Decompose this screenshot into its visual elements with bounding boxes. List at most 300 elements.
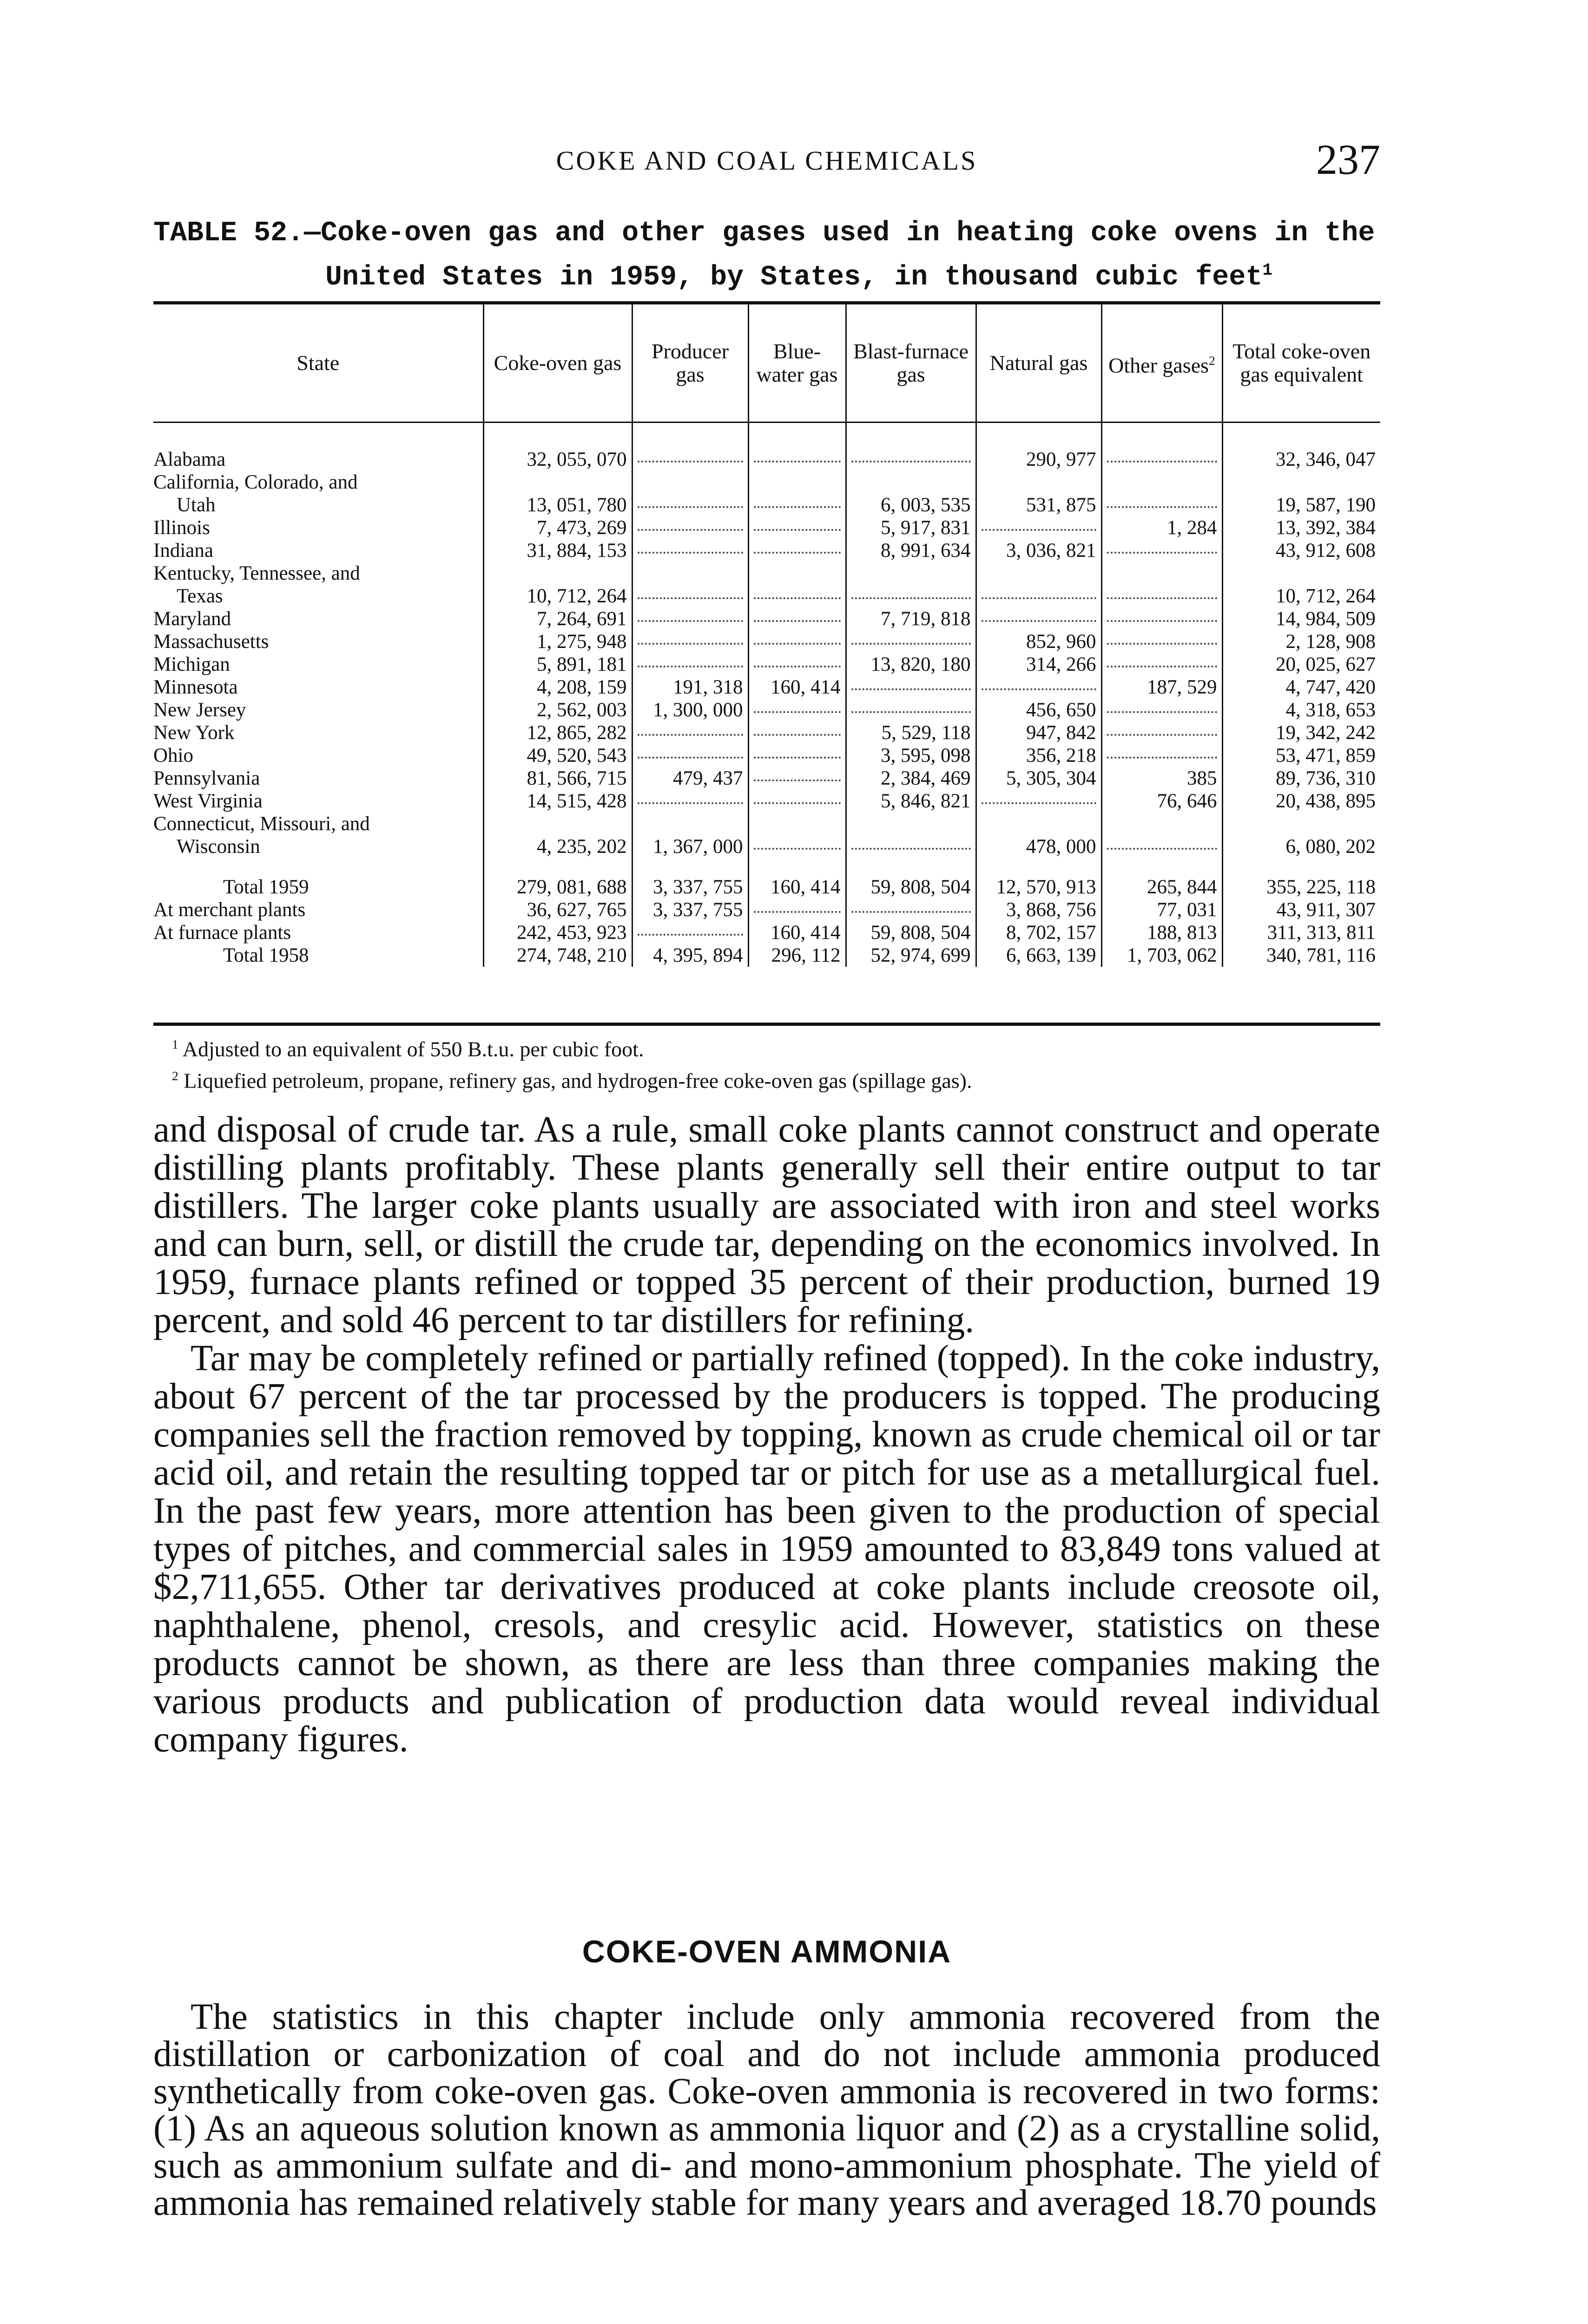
dotted-leader: [638, 597, 743, 599]
dotted-leader: [1107, 506, 1217, 508]
empty-cell: [632, 562, 748, 585]
dotted-leader: [1107, 597, 1217, 599]
dotted-leader-cell: [748, 607, 846, 630]
value-cell-natural: 3, 868, 756: [976, 898, 1101, 921]
table-caption-line2: United States in 1959, by States, in thousand cubic feet: [325, 262, 1263, 293]
dotted-leader: [982, 688, 1096, 690]
value-cell-blast: 59, 808, 504: [846, 858, 976, 898]
value-cell-coke: 31, 884, 153: [483, 539, 632, 562]
value-cell-total: 311, 313, 811: [1222, 921, 1380, 944]
table-row: [153, 721, 1380, 744]
value-cell-total: 355, 225, 118: [1222, 858, 1380, 898]
state-cell: [153, 676, 483, 699]
table-spacer-row: [153, 423, 1380, 449]
dotted-leader-cell: [976, 607, 1101, 630]
table-row: [153, 516, 1380, 539]
state-cell: [153, 653, 483, 676]
column-header: Other gases: [1108, 353, 1209, 377]
state-label: Massachusetts: [153, 631, 269, 653]
state-cell: [153, 721, 483, 744]
value-cell-natural: 456, 650: [976, 699, 1101, 721]
dotted-leader: [982, 620, 1096, 622]
value-cell-total: 20, 025, 627: [1222, 653, 1380, 676]
state-cell: [153, 858, 483, 898]
dotted-leader: [638, 733, 743, 736]
state-label: Alabama: [153, 449, 226, 470]
dotted-leader: [754, 802, 841, 804]
value-cell-other: 265, 844: [1101, 858, 1222, 898]
value-cell-blast: 59, 808, 504: [846, 921, 976, 944]
spacer-cell: [976, 423, 1101, 449]
value-cell-natural: 314, 266: [976, 653, 1101, 676]
value-cell-coke: 1, 275, 948: [483, 630, 632, 653]
value-cell-natural: 5, 305, 304: [976, 767, 1101, 790]
dotted-leader-cell: [1101, 835, 1222, 858]
dotted-leader-cell: [976, 676, 1101, 699]
total-row: [153, 898, 1380, 921]
footnote-text: Liquefied petroleum, propane, refinery gas, and hydrogen-free coke-oven gas (spillage gas).: [184, 1069, 972, 1093]
value-cell-other: 385: [1101, 767, 1222, 790]
value-cell-total: 4, 747, 420: [1222, 676, 1380, 699]
state-label: Texas: [177, 585, 223, 607]
dotted-leader-cell: [1101, 744, 1222, 767]
table-row: [153, 630, 1380, 653]
state-label: Utah: [177, 494, 216, 516]
empty-cell: [846, 562, 976, 585]
dotted-leader-cell: [846, 676, 976, 699]
dotted-leader: [1107, 847, 1217, 850]
state-label: Wisconsin: [177, 836, 260, 858]
dotted-leader-cell: [748, 767, 846, 790]
state-label: Illinois: [153, 517, 210, 539]
column-header-other-gases: [1101, 304, 1222, 423]
value-cell-blast: 6, 003, 535: [846, 494, 976, 516]
dotted-leader-cell: [1101, 721, 1222, 744]
value-cell-blast: 8, 991, 634: [846, 539, 976, 562]
dotted-leader-cell: [748, 494, 846, 516]
value-cell-coke: 12, 865, 282: [483, 721, 632, 744]
dotted-leader: [754, 642, 841, 645]
value-cell-total: 43, 912, 608: [1222, 539, 1380, 562]
value-cell-natural: 290, 977: [976, 448, 1101, 471]
dotted-leader: [754, 506, 841, 508]
value-cell-producer: 1, 300, 000: [632, 699, 748, 721]
empty-cell: [1101, 562, 1222, 585]
footnote-mark: 1: [172, 1037, 178, 1051]
table-row: [153, 744, 1380, 767]
spacer-cell: [748, 423, 846, 449]
dotted-leader: [851, 911, 971, 913]
value-cell-natural: 852, 960: [976, 630, 1101, 653]
body-text-ammonia: [153, 1999, 1380, 2222]
dotted-leader-cell: [748, 790, 846, 812]
dotted-leader: [851, 688, 971, 690]
table-row-continued: [153, 812, 1380, 835]
dotted-leader: [754, 665, 841, 667]
empty-cell: [1222, 812, 1380, 835]
value-cell-total: 19, 342, 242: [1222, 721, 1380, 744]
table-row: [153, 676, 1380, 699]
table-body: [153, 423, 1380, 967]
value-cell-other: 76, 646: [1101, 790, 1222, 812]
dotted-leader: [851, 642, 971, 645]
dotted-leader: [638, 802, 743, 804]
value-cell-blue: 160, 414: [748, 858, 846, 898]
section-heading: COKE-OVEN AMMONIA: [582, 1934, 952, 1969]
dotted-leader: [1107, 711, 1217, 713]
spacer-cell: [153, 423, 483, 449]
running-title: COKE AND COAL CHEMICALS: [556, 145, 978, 176]
value-cell-producer: 3, 337, 755: [632, 858, 748, 898]
value-cell-blue: 296, 112: [748, 944, 846, 967]
value-cell-blast: 3, 595, 098: [846, 744, 976, 767]
dotted-leader: [851, 847, 971, 850]
state-label: Indiana: [153, 540, 213, 561]
dotted-leader-cell: [632, 653, 748, 676]
value-cell-total: 43, 911, 307: [1222, 898, 1380, 921]
value-cell-natural: 478, 000: [976, 835, 1101, 858]
state-label: Total 1958: [223, 944, 309, 966]
table-row: [153, 790, 1380, 812]
dotted-leader-cell: [748, 539, 846, 562]
dotted-leader-cell: [748, 585, 846, 607]
dotted-leader: [982, 802, 1096, 804]
caption-footnote-ref: 1: [1262, 261, 1272, 280]
dotted-leader-cell: [632, 721, 748, 744]
value-cell-producer: 1, 367, 000: [632, 835, 748, 858]
value-cell-natural: 356, 218: [976, 744, 1101, 767]
value-cell-coke: 14, 515, 428: [483, 790, 632, 812]
dotted-leader-cell: [1101, 653, 1222, 676]
value-cell-total: 6, 080, 202: [1222, 835, 1380, 858]
dotted-leader-cell: [1101, 539, 1222, 562]
dotted-leader: [754, 711, 841, 713]
dotted-leader: [1107, 756, 1217, 759]
value-cell-natural: 8, 702, 157: [976, 921, 1101, 944]
value-cell-natural: 3, 036, 821: [976, 539, 1101, 562]
gas-table: [153, 304, 1380, 967]
empty-cell: [976, 812, 1101, 835]
page-number: 237: [1316, 136, 1380, 183]
dotted-leader: [754, 620, 841, 622]
spacer-cell: [483, 423, 632, 449]
footnote-mark: 2: [172, 1069, 178, 1083]
table-row-continued: [153, 471, 1380, 494]
dotted-leader: [1107, 620, 1217, 622]
column-header: Blue-water gas: [748, 304, 846, 423]
dotted-leader-cell: [632, 448, 748, 471]
value-cell-natural: 947, 842: [976, 721, 1101, 744]
empty-cell: [632, 471, 748, 494]
value-cell-blast: 13, 820, 180: [846, 653, 976, 676]
value-cell-blast: 5, 846, 821: [846, 790, 976, 812]
footnote-text: Adjusted to an equivalent of 550 B.t.u. per cubic foot.: [182, 1037, 644, 1061]
table-row: [153, 585, 1380, 607]
state-cell: [153, 944, 483, 967]
dotted-leader: [638, 642, 743, 645]
dotted-leader-cell: [748, 835, 846, 858]
empty-cell: [846, 812, 976, 835]
table-row: [153, 653, 1380, 676]
value-cell-producer: 3, 337, 755: [632, 898, 748, 921]
spacer-cell: [1222, 423, 1380, 449]
footnotes: [172, 1031, 1380, 1095]
dotted-leader: [1107, 551, 1217, 554]
value-cell-blue: 160, 414: [748, 676, 846, 699]
value-cell-blast: 7, 719, 818: [846, 607, 976, 630]
dotted-leader-cell: [748, 630, 846, 653]
dotted-leader-cell: [846, 585, 976, 607]
dotted-leader: [982, 597, 1096, 599]
dotted-leader: [1107, 665, 1217, 667]
dotted-leader: [754, 733, 841, 736]
state-label: New York: [153, 722, 235, 744]
dotted-leader-cell: [1101, 630, 1222, 653]
state-cell-first-line: Connecticut, Missouri, and: [153, 813, 370, 835]
value-cell-total: 2, 128, 908: [1222, 630, 1380, 653]
value-cell-producer: 4, 395, 894: [632, 944, 748, 967]
state-label: At merchant plants: [153, 899, 306, 921]
value-cell-coke: 242, 453, 923: [483, 921, 632, 944]
dotted-leader-cell: [748, 898, 846, 921]
column-header: Coke-oven gas: [483, 304, 632, 423]
table-caption-line1: TABLE 52.—Coke-oven gas and other gases used in heating coke ovens in the: [153, 218, 1375, 249]
dotted-leader-cell: [632, 607, 748, 630]
dotted-leader-cell: [846, 699, 976, 721]
empty-cell: [976, 471, 1101, 494]
dotted-leader: [754, 847, 841, 850]
dotted-leader-cell: [632, 539, 748, 562]
value-cell-coke: 5, 891, 181: [483, 653, 632, 676]
empty-cell: [483, 471, 632, 494]
value-cell-coke: 10, 712, 264: [483, 585, 632, 607]
dotted-leader: [1107, 642, 1217, 645]
value-cell-total: 32, 346, 047: [1222, 448, 1380, 471]
body-text: [153, 1111, 1380, 1759]
value-cell-coke: 4, 235, 202: [483, 835, 632, 858]
value-cell-coke: 13, 051, 780: [483, 494, 632, 516]
dotted-leader-cell: [846, 835, 976, 858]
value-cell-coke: 36, 627, 765: [483, 898, 632, 921]
table-row: [153, 539, 1380, 562]
spacer-cell: [846, 423, 976, 449]
value-cell-total: 4, 318, 653: [1222, 699, 1380, 721]
dotted-leader-cell: [632, 744, 748, 767]
dotted-leader: [638, 506, 743, 508]
dotted-leader: [638, 460, 743, 462]
dotted-leader: [851, 597, 971, 599]
dotted-leader: [754, 551, 841, 554]
value-cell-total: 340, 781, 116: [1222, 944, 1380, 967]
dotted-leader: [1107, 460, 1217, 462]
value-cell-total: 20, 438, 895: [1222, 790, 1380, 812]
dotted-leader: [851, 711, 971, 713]
state-cell-first-line: Kentucky, Tennessee, and: [153, 562, 360, 584]
dotted-leader: [638, 551, 743, 554]
dotted-leader-cell: [748, 653, 846, 676]
dotted-leader-cell: [632, 790, 748, 812]
total-row: [153, 858, 1380, 898]
empty-cell: [1101, 812, 1222, 835]
state-cell-first-line: California, Colorado, and: [153, 471, 358, 493]
empty-cell: [846, 471, 976, 494]
state-cell: [153, 790, 483, 812]
state-cell: [153, 539, 483, 562]
table-header-row: [153, 304, 1380, 423]
value-cell-coke: 81, 566, 715: [483, 767, 632, 790]
empty-cell: [748, 471, 846, 494]
running-head: [153, 135, 1380, 186]
dotted-leader-cell: [632, 516, 748, 539]
value-cell-blast: 2, 384, 469: [846, 767, 976, 790]
dotted-leader: [754, 460, 841, 462]
state-cell: [153, 585, 483, 607]
empty-cell: [976, 562, 1101, 585]
dotted-leader-cell: [1101, 607, 1222, 630]
state-cell: [153, 630, 483, 653]
dotted-leader: [754, 756, 841, 759]
dotted-leader: [638, 933, 743, 936]
state-label: Minnesota: [153, 676, 238, 698]
paragraph: and disposal of crude tar. As a rule, small coke plants cannot construct and operate distilling plants profitably. These plants generally sell their entire output to tar distillers. The larger coke plants usually are associated with iron and steel works and can burn, sell, or distill the crude tar, depending on the economics involved. In 1959, furnace plants refined or topped 35 percent of their production, burned 19 percent, and sold 46 percent to tar distillers for refining.: [153, 1109, 1380, 1340]
value-cell-other: 77, 031: [1101, 898, 1222, 921]
empty-cell: [483, 812, 632, 835]
state-cell: [153, 835, 483, 858]
value-cell-other: 188, 813: [1101, 921, 1222, 944]
value-cell-natural: 6, 663, 139: [976, 944, 1101, 967]
state-cell: [153, 448, 483, 471]
state-label: Michigan: [153, 654, 230, 675]
state-cell: [153, 898, 483, 921]
value-cell-producer: 479, 437: [632, 767, 748, 790]
dotted-leader-cell: [632, 585, 748, 607]
table-row: [153, 767, 1380, 790]
value-cell-total: 14, 984, 509: [1222, 607, 1380, 630]
state-cell: [153, 744, 483, 767]
dotted-leader: [638, 756, 743, 759]
value-cell-natural: 12, 570, 913: [976, 858, 1101, 898]
dotted-leader-cell: [748, 699, 846, 721]
dotted-leader-cell: [748, 516, 846, 539]
empty-cell: [1222, 562, 1380, 585]
value-cell-coke: 7, 473, 269: [483, 516, 632, 539]
value-cell-coke: 32, 055, 070: [483, 448, 632, 471]
state-label: Ohio: [153, 745, 193, 766]
spacer-cell: [1101, 423, 1222, 449]
empty-cell: [748, 812, 846, 835]
table-row: [153, 448, 1380, 471]
footnote: [172, 1063, 1380, 1094]
empty-cell: [483, 562, 632, 585]
state-cell: [153, 516, 483, 539]
value-cell-total: 13, 392, 384: [1222, 516, 1380, 539]
dotted-leader: [638, 665, 743, 667]
empty-cell: [1222, 471, 1380, 494]
column-header: Total coke-oven gas equivalent: [1222, 304, 1380, 423]
table-row: [153, 835, 1380, 858]
value-cell-blast: 5, 529, 118: [846, 721, 976, 744]
dotted-leader: [1107, 733, 1217, 736]
dotted-leader-cell: [632, 630, 748, 653]
dotted-leader-cell: [846, 630, 976, 653]
dotted-leader: [754, 911, 841, 913]
table-row-continued: [153, 562, 1380, 585]
dotted-leader-cell: [976, 790, 1101, 812]
state-label: At furnace plants: [153, 922, 291, 944]
total-row: [153, 921, 1380, 944]
value-cell-coke: 7, 264, 691: [483, 607, 632, 630]
table-row: [153, 494, 1380, 516]
dotted-leader-cell: [632, 921, 748, 944]
table-caption: [153, 215, 1380, 296]
other-gases-footnote-ref: 2: [1209, 353, 1215, 368]
state-label: Maryland: [153, 608, 231, 630]
dotted-leader-cell: [632, 494, 748, 516]
value-cell-blast: 5, 917, 831: [846, 516, 976, 539]
state-cell: [153, 767, 483, 790]
empty-cell: [632, 812, 748, 835]
value-cell-total: 10, 712, 264: [1222, 585, 1380, 607]
dotted-leader: [851, 460, 971, 462]
dotted-leader: [638, 620, 743, 622]
empty-cell: [1101, 471, 1222, 494]
total-row: [153, 944, 1380, 967]
table-row: [153, 699, 1380, 721]
state-cell: [153, 494, 483, 516]
dotted-leader-cell: [1101, 585, 1222, 607]
value-cell-coke: 279, 081, 688: [483, 858, 632, 898]
value-cell-total: 53, 471, 859: [1222, 744, 1380, 767]
value-cell-total: 89, 736, 310: [1222, 767, 1380, 790]
dotted-leader: [754, 597, 841, 599]
dotted-leader-cell: [976, 585, 1101, 607]
value-cell-other: 1, 284: [1101, 516, 1222, 539]
dotted-leader-cell: [1101, 494, 1222, 516]
value-cell-coke: 49, 520, 543: [483, 744, 632, 767]
table-row: [153, 607, 1380, 630]
value-cell-coke: 2, 562, 003: [483, 699, 632, 721]
dotted-leader-cell: [846, 898, 976, 921]
state-cell: [153, 921, 483, 944]
value-cell-coke: 4, 208, 159: [483, 676, 632, 699]
paragraph: The statistics in this chapter include only ammonia recovered from the distillation or carbonization of coal and do not include ammonia produced synthetically from coke-oven gas. Coke-oven ammonia is recovered in two forms: (1) As an aqueous solution known as ammonia liquor and (2) as a crystalline solid, such as ammonium sulfate and di- and mono-ammonium phosphate. The yield of ammonia has remained relatively stable for many years and averaged 18.70 pounds: [153, 1997, 1380, 2223]
value-cell-other: 1, 703, 062: [1101, 944, 1222, 967]
value-cell-other: 187, 529: [1101, 676, 1222, 699]
footnote: [172, 1031, 1380, 1063]
dotted-leader-cell: [1101, 699, 1222, 721]
paragraph: Tar may be completely refined or partially refined (topped). In the coke industry, about 67 percent of the tar processed by the producers is topped. The producing companies sell the fraction removed by topping, known as crude chemical oil or tar acid oil, and retain the resulting topped tar or pitch for use as a metallurgical fuel. In the past few years, more attention has been given to the production of special types of pitches, and commercial sales in 1959 amounted to 83,849 tons valued at $2,711,655. Other tar derivatives produced at coke plants include creosote oil, naphthalene, phenol, cresols, and cresylic acid. However, statistics on these products cannot be shown, as there are less than three companies making the various products and publication of production data would reveal individual company figures.: [153, 1338, 1380, 1760]
value-cell-coke: 274, 748, 210: [483, 944, 632, 967]
dotted-leader-cell: [748, 721, 846, 744]
value-cell-producer: 191, 318: [632, 676, 748, 699]
state-label: New Jersey: [153, 699, 246, 721]
dotted-leader-cell: [846, 448, 976, 471]
dotted-leader-cell: [976, 516, 1101, 539]
state-cell: [153, 699, 483, 721]
dotted-leader: [982, 528, 1096, 531]
state-label: Pennsylvania: [153, 767, 260, 789]
empty-cell: [748, 562, 846, 585]
state-label: West Virginia: [153, 790, 263, 812]
dotted-leader-cell: [1101, 448, 1222, 471]
value-cell-total: 19, 587, 190: [1222, 494, 1380, 516]
dotted-leader: [638, 528, 743, 531]
gas-table-container: [153, 301, 1380, 1026]
column-header: Blast-furnace gas: [846, 304, 976, 423]
column-header: State: [153, 304, 483, 423]
value-cell-natural: 531, 875: [976, 494, 1101, 516]
spacer-cell: [632, 423, 748, 449]
